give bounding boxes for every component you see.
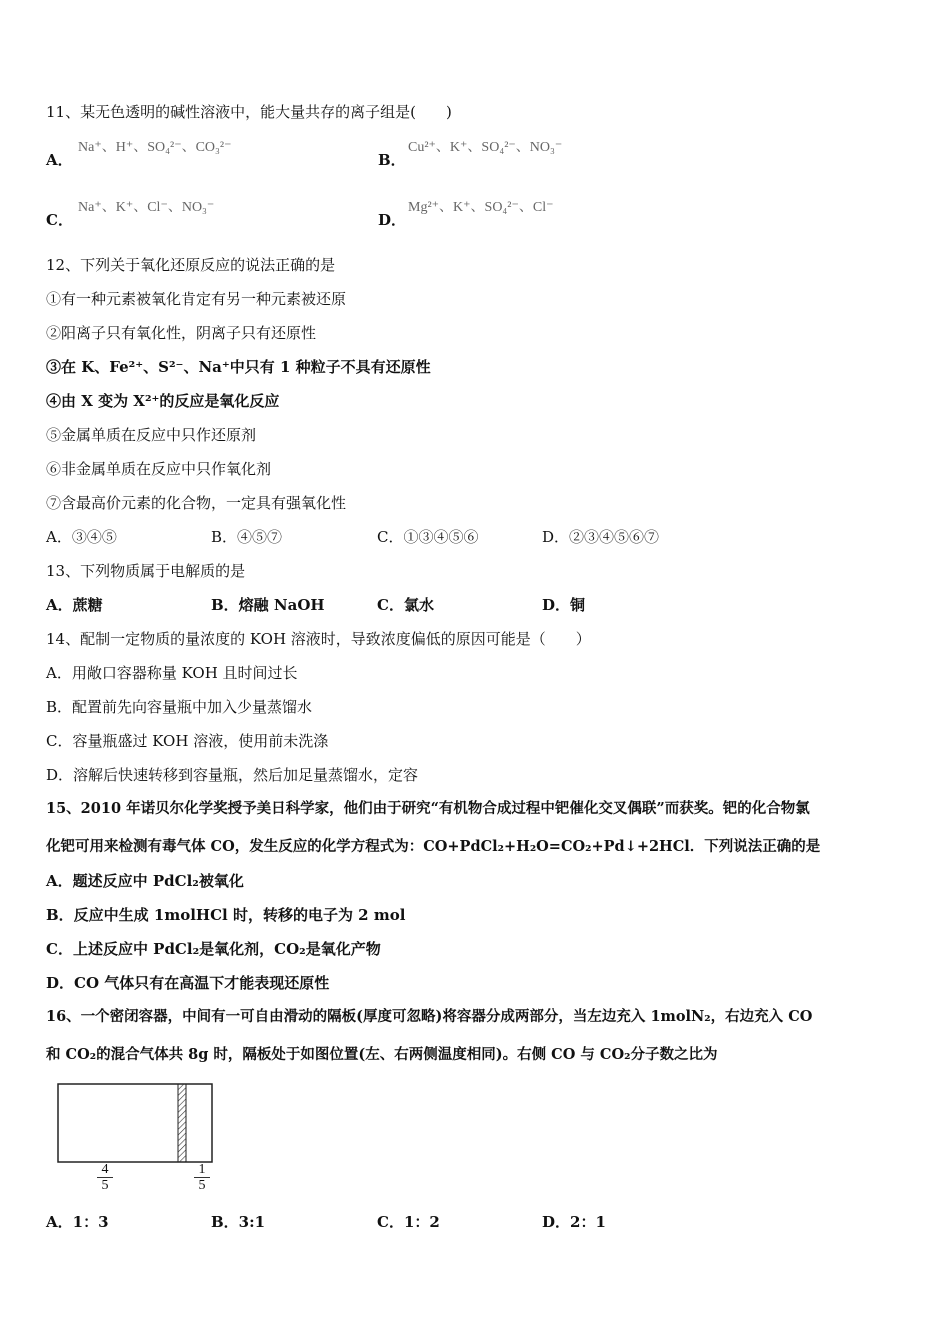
q12-option-a: A．③④⑤ bbox=[46, 528, 117, 546]
q14-stem: 14、配制一定物质的量浓度的 KOH 溶液时，导致浓度偏低的原因可能是（ ） bbox=[46, 630, 591, 648]
q16-option-d: D．2：1 bbox=[542, 1213, 606, 1231]
q12-statement-7: ⑦含最高价元素的化合物，一定具有强氧化性 bbox=[46, 494, 347, 512]
q12-option-b: B．④⑤⑦ bbox=[211, 528, 283, 546]
q12-statement-3: ③在 K、Fe²⁺、S²⁻、Na⁺中只有 1 种粒子不具有还原性 bbox=[46, 358, 431, 376]
q16-stem-line-1: 16、一个密闭容器，中间有一可自由滑动的隔板(厚度可忽略)将容器分成两部分，当左边充入 1molN₂，右边充入 CO bbox=[46, 1008, 813, 1025]
q16-option-a: A．1：3 bbox=[46, 1213, 109, 1231]
q11-option-d-ions: Mg²⁺、K⁺、SO₄²⁻、Cl⁻ bbox=[408, 200, 554, 215]
fraction-left-denominator: 5 bbox=[101, 1178, 109, 1193]
q14-option-d: D．溶解后快速转移到容量瓶，然后加足量蒸馏水，定容 bbox=[46, 766, 419, 784]
container-outline bbox=[58, 1084, 212, 1162]
q11-option-c-label: C． bbox=[46, 211, 73, 229]
q16-option-b: B．3:1 bbox=[211, 1213, 266, 1231]
container-diagram bbox=[50, 1076, 220, 1166]
q16-stem-line-2: 和 CO₂的混合气体共 8g 时，隔板处于如图位置(左、右两侧温度相同)。右侧 CO 与 CO₂分子数之比为 bbox=[46, 1046, 718, 1063]
q13-stem: 13、下列物质属于电解质的是 bbox=[46, 562, 246, 580]
q15-option-a: A．题述反应中 PdCl₂被氧化 bbox=[46, 872, 244, 890]
q14-option-a: A．用敞口容器称量 KOH 且时间过长 bbox=[46, 664, 298, 682]
q11-stem: 11、某无色透明的碱性溶液中，能大量共存的离子组是( ) bbox=[46, 103, 452, 121]
q11-option-d-label: D． bbox=[378, 211, 407, 229]
q11-option-c-ions: Na⁺、K⁺、Cl⁻、NO₃⁻ bbox=[78, 200, 215, 215]
q13-option-c: C．氯水 bbox=[377, 596, 434, 614]
partition-plate bbox=[178, 1084, 186, 1162]
fraction-right-numerator: 1 bbox=[194, 1162, 210, 1178]
q12-option-d: D．②③④⑤⑥⑦ bbox=[542, 528, 660, 546]
q15-option-d: D．CO 气体只有在高温下才能表现还原性 bbox=[46, 974, 330, 992]
q14-option-c: C．容量瓶盛过 KOH 溶液，使用前未洗涤 bbox=[46, 732, 329, 750]
fraction-right-denominator: 5 bbox=[198, 1178, 206, 1193]
q11-option-a-label: A． bbox=[46, 151, 73, 169]
fraction-left-numerator: 4 bbox=[97, 1162, 113, 1178]
q15-option-b: B．反应中生成 1molHCl 时，转移的电子为 2 mol bbox=[46, 906, 406, 924]
q12-statement-6: ⑥非金属单质在反应中只作氧化剂 bbox=[46, 460, 272, 478]
fraction-right bbox=[194, 1162, 210, 1193]
q12-statement-1: ①有一种元素被氧化肯定有另一种元素被还原 bbox=[46, 290, 347, 308]
q13-option-a: A．蔗糖 bbox=[46, 596, 103, 614]
q12-stem: 12、下列关于氧化还原反应的说法正确的是 bbox=[46, 256, 336, 274]
q11-option-b-label: B． bbox=[378, 151, 406, 169]
q14-option-b: B．配置前先向容量瓶中加入少量蒸馏水 bbox=[46, 698, 313, 716]
q12-option-c: C．①③④⑤⑥ bbox=[377, 528, 479, 546]
q16-option-c: C．1：2 bbox=[377, 1213, 440, 1231]
q15-stem-line-1: 15、2010 年诺贝尔化学奖授予美日科学家，他们由于研究“有机物合成过程中钯催化交叉偶联”而获奖。钯的化合物氯 bbox=[46, 800, 810, 817]
fraction-left bbox=[97, 1162, 113, 1193]
q13-option-b: B．熔融 NaOH bbox=[211, 596, 325, 614]
q15-stem-line-2: 化钯可用来检测有毒气体 CO，发生反应的化学方程式为：CO+PdCl₂+H₂O=CO₂+Pd↓+2HCl．下列说法正确的是 bbox=[46, 838, 821, 855]
q12-statement-2: ②阳离子只有氧化性，阴离子只有还原性 bbox=[46, 324, 317, 342]
q12-statement-4: ④由 X 变为 X²⁺的反应是氧化反应 bbox=[46, 392, 280, 410]
q12-statement-5: ⑤金属单质在反应中只作还原剂 bbox=[46, 426, 257, 444]
q11-option-b-ions: Cu²⁺、K⁺、SO₄²⁻、NO₃⁻ bbox=[408, 140, 563, 155]
q13-option-d: D．铜 bbox=[542, 596, 586, 614]
q15-option-c: C．上述反应中 PdCl₂是氧化剂，CO₂是氧化产物 bbox=[46, 940, 381, 958]
q11-option-a-ions: Na⁺、H⁺、SO₄²⁻、CO₃²⁻ bbox=[78, 140, 232, 155]
